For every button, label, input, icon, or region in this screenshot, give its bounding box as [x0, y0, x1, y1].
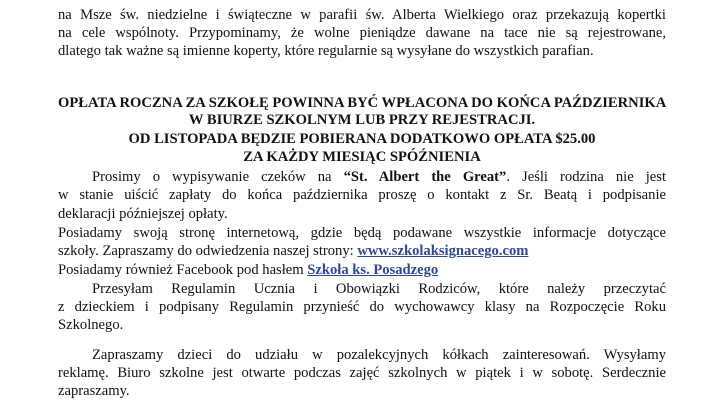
checks-line-3: deklaracji późniejszej opłaty. — [58, 206, 228, 222]
notice-line-3: OD LISTOPADA BĘDZIE POBIERANA DODATKOWO OPŁATA $25.00 — [128, 131, 596, 147]
checks-text-before: Prosimy o wypisywanie czeków na — [92, 169, 344, 185]
website-line-1: Posiadamy swoją stronę internetową, gdzie będą podawane wszystkie informacje dotyczące — [58, 225, 666, 241]
intro-line-3: dlatego tak ważne są imienne koperty, które regularnie są wysyłane do wszystkich parafian. — [58, 43, 594, 59]
activities-line-2: reklamę. Biuro szkolne jest otwarte podczas zajęć szkolnych w piątek i w sobotę. Serdecznie — [58, 365, 666, 381]
checks-line-2: w stanie uiścić zapłaty do końca października proszę o kontakt z Sr. Beatą i podpisanie — [58, 187, 666, 203]
facebook-text: Posiadamy również Facebook pod hasłem — [58, 262, 308, 278]
facebook-line — [58, 261, 666, 279]
intro-line-1: na Msze św. niedzielne i świąteczne w parafii św. Alberta Wielkiego oraz przekazują kopertki — [58, 7, 666, 23]
intro-line-2: na cele wspólnoty. Przypominamy, że wolne pieniądze dawane na tace nie są rejestrowane, — [58, 25, 666, 41]
rules-line-1: Przesyłam Regulamin Ucznia i Obowiązki Rodziców, które należy przeczytać — [92, 281, 666, 297]
rules-line-3: Szkolnego. — [58, 317, 124, 333]
notice-line-4: ZA KAŻDY MIESIĄC SPÓŹNIENIA — [243, 149, 481, 165]
activities-line-3: zapraszamy. — [58, 383, 130, 399]
notice-line-2: W BIURZE SZKOLNYM LUB PRZY REJESTRACJI. — [188, 112, 536, 128]
payee-name: “St. Albert the Great” — [343, 169, 507, 185]
rules-line-2: z dzieckiem i podpisany Regulamin przynieść do wychowawcy klasy na Rozpoczęcie Roku — [58, 299, 666, 315]
website-line-2 — [58, 242, 666, 260]
website-link[interactable]: www.szkolaksignacego.com — [357, 243, 529, 259]
facebook-link[interactable]: Szkoła ks. Posadzego — [307, 262, 439, 278]
checks-line-1 — [58, 168, 666, 186]
checks-text-after: . Jeśli rodzina nie jest — [506, 169, 667, 185]
notice-line-1: OPŁATA ROCZNA ZA SZKOŁĘ POWINNA BYĆ WPŁACONA DO KOŃCA PAŹDZIERNIKA — [58, 95, 667, 111]
activities-line-1: Zapraszamy dzieci do udziału w pozalekcyjnych kółkach zainteresowań. Wysyłamy — [92, 347, 666, 363]
website-text: szkoły. Zapraszamy do odwiedzenia naszej strony: — [58, 243, 358, 259]
